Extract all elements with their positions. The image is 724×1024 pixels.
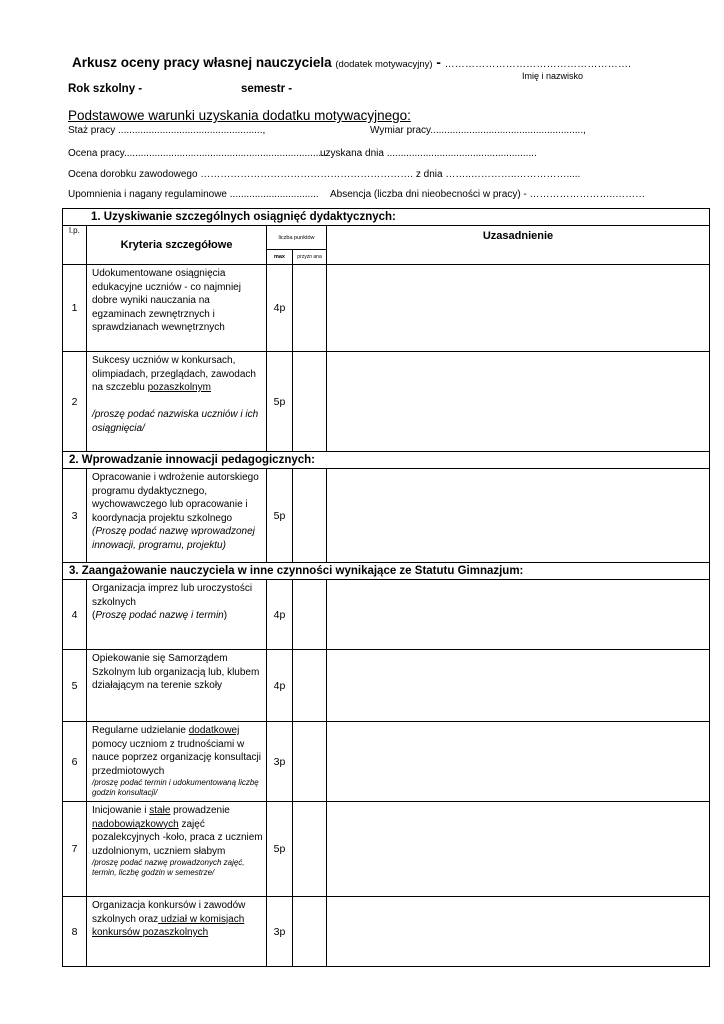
row-number: 2 [63,352,87,452]
absencja-field[interactable]: Absencja (liczba dni nieobecności w pracy) - ……………………..……… [330,189,646,200]
criterion-4-note: Proszę podać nazwę i termin [95,610,224,621]
max-points: 4p [267,580,293,650]
awarded-points-cell[interactable] [293,265,327,352]
table-row [63,650,710,722]
awarded-points-cell[interactable] [293,352,327,452]
justification-cell[interactable] [327,265,710,352]
col-lp: l.p. [63,226,87,265]
awarded-points-cell[interactable] [293,650,327,722]
table-row [63,352,710,452]
max-points: 3p [267,722,293,802]
row-number: 3 [63,469,87,563]
justification-cell[interactable] [327,650,710,722]
dorobek-field[interactable]: Ocena dorobku zawodowego ………………………………………………………. z dnia ……..…………..……………..... [68,169,581,180]
name-hint: Imię i nazwisko [522,71,584,81]
justification-cell[interactable] [327,469,710,563]
criterion-7-underline-2: nadobowiązkowych [92,818,179,830]
staz-field[interactable]: Staż pracy ...................................................., [68,125,266,136]
criterion-6-note: /proszę podać termin i udokumentowaną liczbę godzin konsultacji/ [92,778,259,797]
max-points: 3p [267,897,293,967]
section-1-heading: 1. Uzyskiwanie szczególnych osiągnięć dydaktycznych: [63,209,710,226]
justification-cell[interactable] [327,352,710,452]
semester-field[interactable]: semestr - [241,83,293,95]
criterion-text [87,580,267,650]
criterion-4-paren-close: ) [223,610,228,621]
criterion-7-underline-1: stałe [149,805,171,816]
document-title [72,55,631,70]
name-blank[interactable]: ………………………………………………. [444,59,632,70]
col-uzasadnienie: Uzasadnienie [327,226,710,265]
criterion-text [87,802,267,897]
wymiar-field[interactable]: Wymiar pracy......................................................., [370,125,586,136]
criterion-7-b: prowadzenie [170,805,230,816]
criterion-2-underline: pozaszkolnym [147,382,211,393]
title-main: Arkusz oceny pracy własnej nauczyciela [72,55,332,70]
criterion-text [87,469,267,563]
upomnienia-field[interactable]: Upomnienia i nagany regulaminowe ................................ [68,189,319,200]
criterion-7-note: /proszę podać nazwę prowadzonych zajęć, termin, liczbę godzin w semestrze/ [92,858,245,877]
awarded-points-cell[interactable] [293,897,327,967]
max-points: 4p [267,650,293,722]
criterion-3-note: (Proszę podać nazwę wprowadzonej innowacji, programu, projektu) [92,526,255,551]
title-sub: (dodatek motywacyjny) [335,59,433,70]
col-max: max [267,250,293,265]
row-number: 4 [63,580,87,650]
criterion-5: Opiekowanie się Samorządem Szkolnym lub organizacją lub, klubem działającym na terenie szkoły [92,653,260,691]
table-row [63,897,710,967]
table-row [63,722,710,802]
section-2-heading: 2. Wprowadzanie innowacji pedagogicznych: [63,452,710,469]
row-number: 1 [63,265,87,352]
criterion-text [87,352,267,452]
criterion-4: Organizacja imprez lub uroczystości szkolnych [92,583,253,608]
criterion-3: Opracowanie i wdrożenie autorskiego programu dydaktycznego, wychowawczego lub opracowanie i koordynacja projektu szkolnego [92,472,259,524]
row-number: 6 [63,722,87,802]
justification-cell[interactable] [327,802,710,897]
criterion-1: Udokumentowane osiągnięcia edukacyjne uczniów - co najmniej dobre wyniki nauczania na egzaminach zewnętrznych i sprawdzianach wewnętrznych [92,268,241,333]
max-points: 4p [267,265,293,352]
row-number: 8 [63,897,87,967]
max-points: 5p [267,352,293,452]
school-year-field[interactable]: Rok szkolny - [68,83,143,95]
row-number: 5 [63,650,87,722]
table-row [63,265,710,352]
justification-cell[interactable] [327,580,710,650]
criterion-text [87,897,267,967]
awarded-points-cell[interactable] [293,580,327,650]
justification-cell[interactable] [327,897,710,967]
max-points: 5p [267,469,293,563]
ocena-field[interactable]: Ocena pracy......................................................................... [68,148,327,159]
criterion-2-note: /proszę podać nazwiska uczniów i ich osiągnięcia/ [92,409,259,434]
criterion-7-c: zajęć pozalekcyjnych -koło, praca z uczniem uzdolnionym, uczniem słabym [92,818,263,857]
criterion-2-a: Sukcesy uczniów w konkursach, olimpiadach, przeglądach, zawodach na szczeblu [92,355,256,393]
uzyskana-field[interactable]: uzyskana dnia ...................................................... [320,148,537,159]
col-liczba-punktow: liczba punktów [267,226,327,250]
criterion-text [87,650,267,722]
awarded-points-cell[interactable] [293,469,327,563]
criterion-6-b: pomocy uczniom z trudnościami w nauce poprzez organizację konsultacji przedmiotowych [92,738,261,777]
table-row [63,580,710,650]
row-number: 7 [63,802,87,897]
criterion-7-a: Inicjowanie i [92,805,150,816]
criterion-8-underline: udział w komisjach konkursów pozaszkolnych [92,913,245,938]
criterion-text [87,722,267,802]
criterion-6-a: Regularne udzielanie [92,725,189,736]
col-przyznana: przyzn ana [293,250,327,265]
title-dash: - [436,55,441,70]
max-points: 5p [267,802,293,897]
table-row [63,802,710,897]
col-kryteria: Kryteria szczegółowe [87,226,267,265]
criterion-8-a: Organizacja konkursów i zawodów szkolnych oraz [92,900,246,925]
awarded-points-cell[interactable] [293,802,327,897]
criterion-text [87,265,267,352]
criterion-4-paren-open: ( [92,610,96,621]
basic-conditions-heading: Podstawowe warunki uzyskania dodatku motywacyjnego: [68,108,411,123]
justification-cell[interactable] [327,722,710,802]
criterion-6-underline: dodatkowej [188,725,240,736]
awarded-points-cell[interactable] [293,722,327,802]
criteria-table [62,208,710,967]
section-3-heading: 3. Zaangażowanie nauczyciela w inne czynności wynikające ze Statutu Gimnazjum: [63,563,710,580]
table-row [63,469,710,563]
